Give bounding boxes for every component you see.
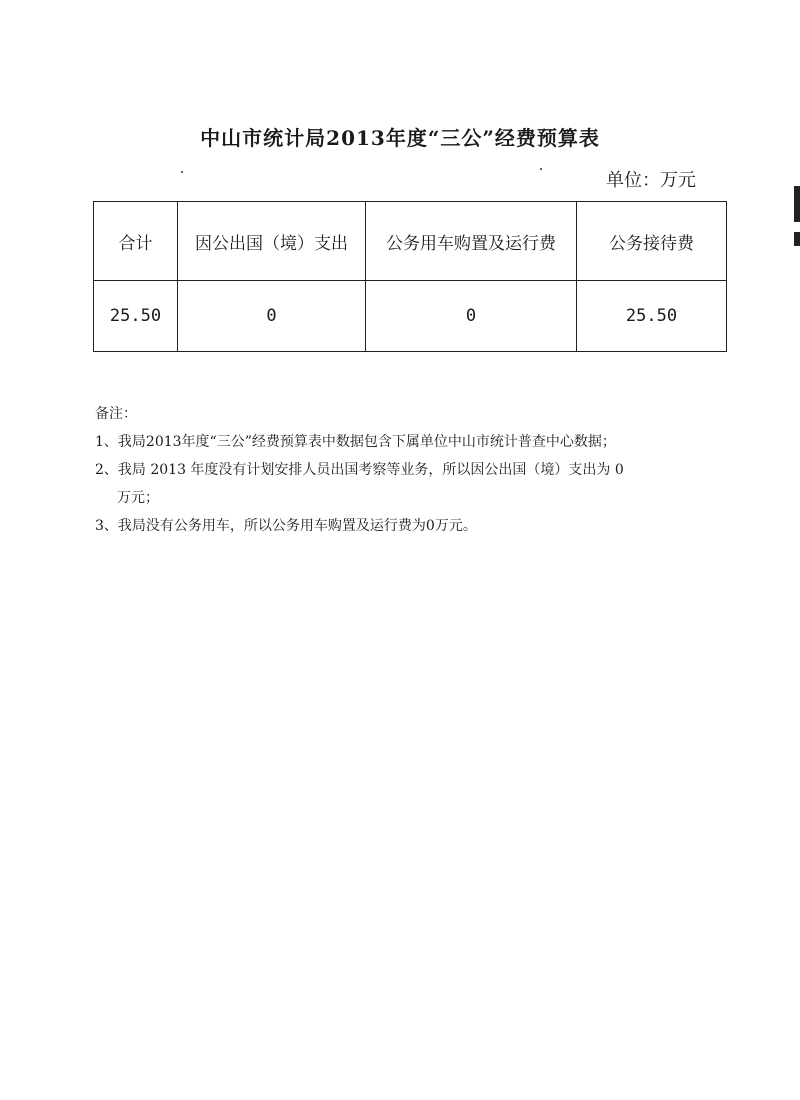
note-item-1: 1、我局2013年度“三公”经费预算表中数据包含下属单位中山市统计普查中心数据； <box>95 434 616 450</box>
scan-speck <box>540 168 542 170</box>
header-official-vehicles: 公务用车购置及运行费 <box>366 202 577 281</box>
note-item-2: 2、我局 2013 年度没有计划安排人员出国考察等业务，所以因公出国（境）支出为 0 <box>95 462 624 478</box>
note-item-2-continued: 万元； <box>117 490 159 506</box>
value-overseas-travel: 0 <box>178 281 366 352</box>
table-header-row <box>94 202 727 281</box>
scan-speck <box>181 171 183 173</box>
header-official-reception: 公务接待费 <box>577 202 727 281</box>
note-item-3: 3、我局没有公务用车，所以公务用车购置及运行费为0万元。 <box>95 518 477 534</box>
budget-table <box>93 201 727 352</box>
header-overseas-travel: 因公出国（境）支出 <box>178 202 366 281</box>
table-row <box>94 281 727 352</box>
value-total: 25.50 <box>94 281 178 352</box>
scan-edge-mark <box>794 232 800 246</box>
scan-edge-mark <box>794 186 800 222</box>
notes-section <box>95 400 715 540</box>
value-official-reception: 25.50 <box>577 281 727 352</box>
header-total: 合计 <box>94 202 178 281</box>
document-title: 中山市统计局2013年度“三公”经费预算表 <box>200 126 600 150</box>
unit-label: 单位：万元 <box>606 170 696 191</box>
notes-label: 备注： <box>95 406 137 422</box>
value-official-vehicles: 0 <box>366 281 577 352</box>
